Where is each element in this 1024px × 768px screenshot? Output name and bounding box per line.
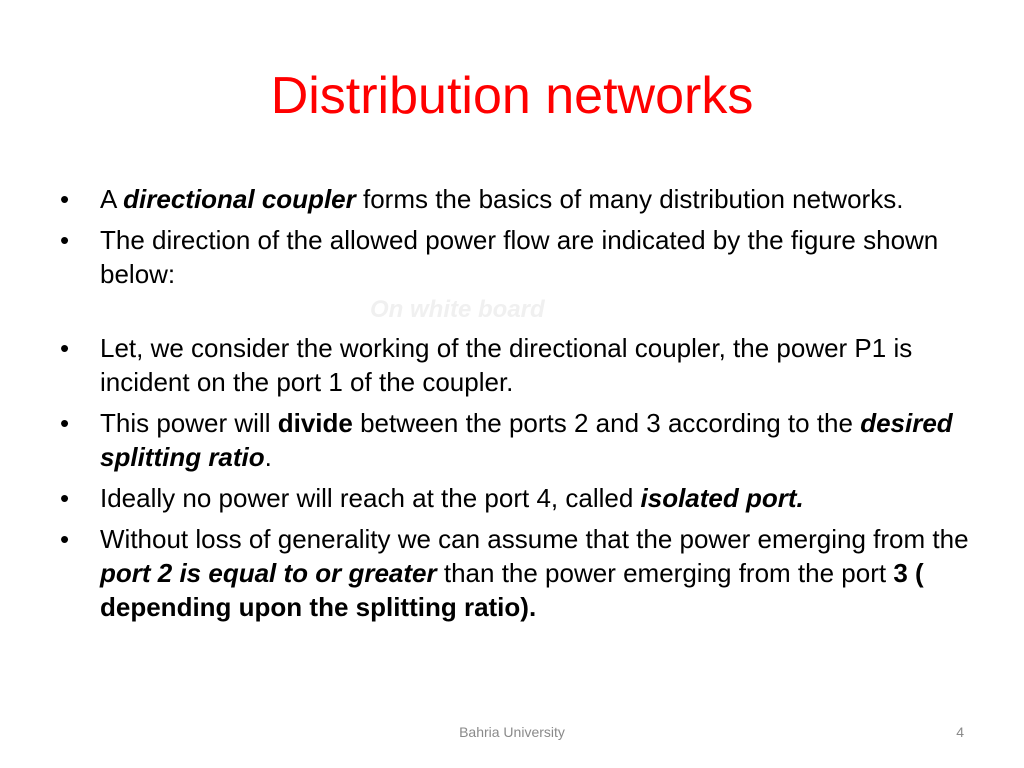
whiteboard-note: On white board [370, 296, 545, 323]
bullet-text: This power will [100, 408, 278, 438]
bullet-bold: 3 ( depending upon the splitting ratio). [100, 558, 924, 622]
bullet-text: A [100, 184, 124, 214]
bullet-emphasis: isolated port. [640, 483, 804, 513]
bullet-icon: • [60, 524, 70, 554]
bullet-text: . [264, 442, 272, 472]
bullet-list [60, 182, 970, 631]
bullet-text: forms the basics of many distribution networks. [355, 184, 904, 214]
page-number: 4 [956, 724, 964, 740]
bullet-bold: divide [277, 408, 353, 438]
bullet-item [60, 406, 970, 474]
bullet-emphasis: port 2 is equal to or greater [100, 558, 437, 588]
bullet-icon: • [60, 408, 70, 438]
bullet-item [60, 481, 970, 515]
bullet-item [60, 182, 970, 216]
bullet-emphasis: directional coupler [123, 184, 356, 214]
bullet-text: than the power emerging from the port [436, 558, 894, 588]
bullet-text: Ideally no power will reach at the port 4, called [100, 483, 641, 513]
footer-institution: Bahria University [459, 724, 565, 740]
bullet-icon: • [60, 333, 70, 363]
bullet-item [60, 522, 970, 624]
bullet-item [60, 223, 970, 291]
bullet-icon: • [60, 483, 70, 513]
bullet-icon: • [60, 184, 70, 214]
bullet-icon: • [60, 225, 70, 255]
slide-title: Distribution networks [270, 67, 754, 125]
bullet-text: between the ports 2 and 3 according to the [352, 408, 861, 438]
bullet-item [60, 331, 970, 399]
bullet-text: Without loss of generality we can assume that the power emerging from the [100, 524, 969, 554]
bullet-text: Let, we consider the working of the directional coupler, the power P1 is incident on the port 1 of the coupler. [100, 333, 913, 397]
bullet-emphasis: desired splitting ratio [100, 408, 953, 472]
bullet-text: The direction of the allowed power flow are indicated by the figure shown below: [100, 225, 939, 289]
